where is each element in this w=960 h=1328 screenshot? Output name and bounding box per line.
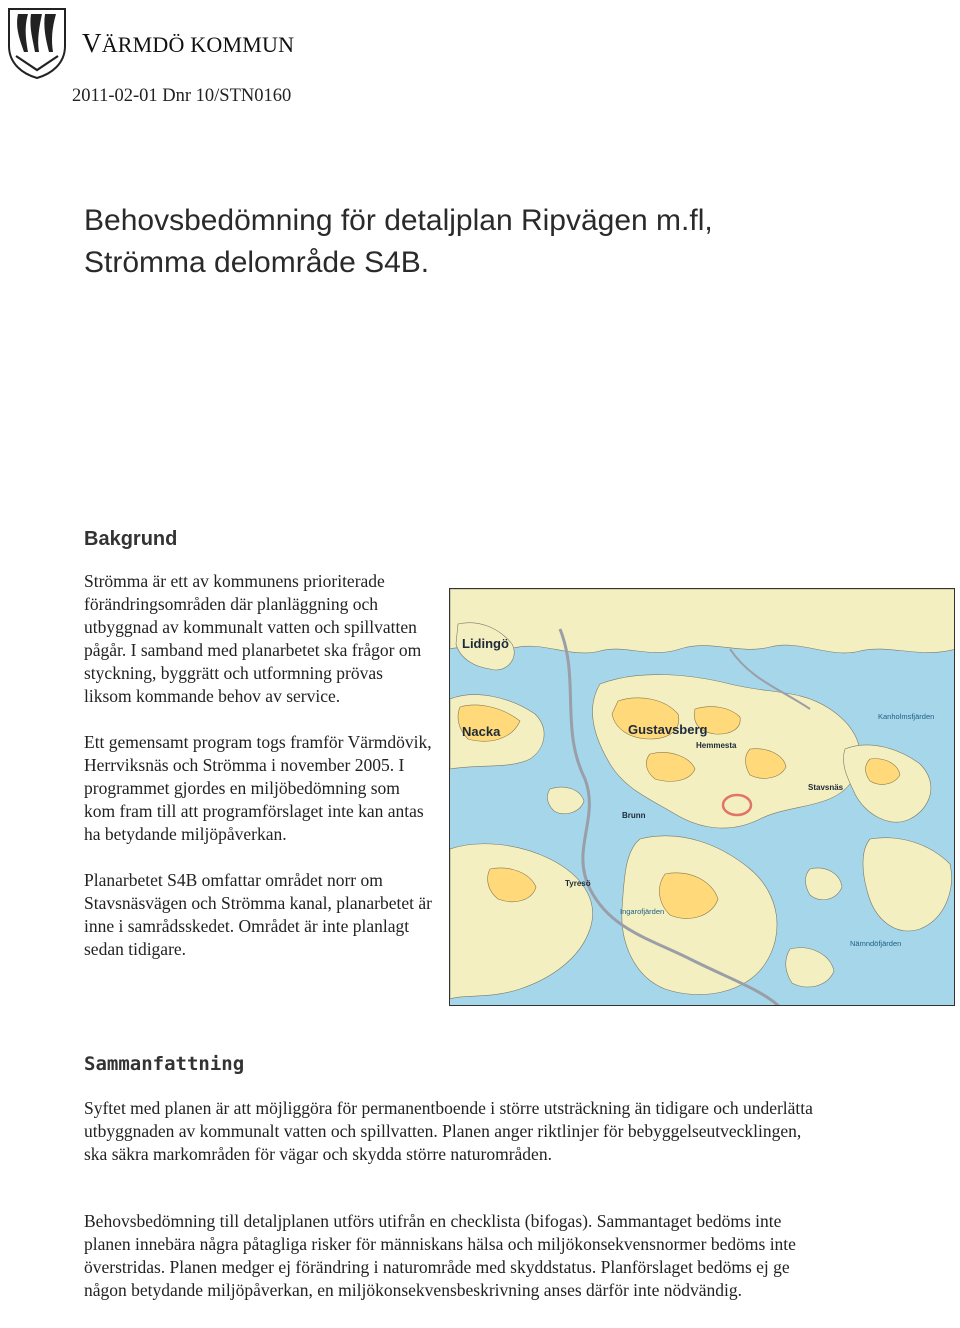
map-label-stavsnas: Stavsnäs	[808, 783, 844, 792]
paragraph: Syftet med planen är att möjliggöra för permanentboende i större utsträckning än tidigare och underlätta utbyggnaden av kommunalt vatten och spillvatten. Planen anger riktlinjer för bebyggelseutvecklingen, ska säkra markområden för vägar och skydda större naturområden.	[84, 1098, 813, 1164]
bakgrund-text	[84, 570, 434, 984]
map-label-ingarofjarden: Ingarofjärden	[620, 907, 665, 916]
map-label-kanholmsfjarden: Kanholmsfjärden	[878, 712, 935, 721]
map-label-lidingo: Lidingö	[462, 636, 509, 651]
paragraph: Planarbetet S4B omfattar området norr om Stavsnäsvägen och Strömma kanal, planarbetet är inne i samrådsskedet. Området är inte planlagt sedan tidigare.	[84, 870, 432, 959]
map-label-gustavsberg: Gustavsberg	[628, 722, 708, 737]
area-map	[449, 588, 955, 1006]
sammanfattning-paragraph-2	[84, 1210, 824, 1302]
organization-name: VÄRMDÖ KOMMUN	[82, 28, 295, 58]
document-reference: 2011-02-01 Dnr 10/STN0160	[72, 86, 292, 106]
map-label-nacka: Nacka	[462, 724, 501, 739]
paragraph: Behovsbedömning till detaljplanen utförs utifrån en checklista (bifogas). Sammantaget bedöms inte planen innebära några påtagliga risker för människans hälsa och miljökonsekvensnormer bedöms inte överstridas. Planen medger ej förändring i naturområde med skyddstatus. Planförslaget bedöms ej ge någon betydande miljöpåverkan, en miljökonsekvensbeskrivning anses därför inte nödvändig.	[84, 1211, 796, 1300]
municipality-logo	[6, 6, 68, 80]
paragraph: Ett gemensamt program togs framför Värmdövik, Herrviksnäs och Strömma i november 2005. I programmet gjordes en miljöbedömning som kom fram till att programförslaget inte kan antas ha betydande miljöpåverkan.	[84, 732, 432, 844]
section-heading-sammanfattning: Sammanfattning	[84, 1053, 245, 1075]
map-label-brunn: Brunn	[622, 811, 646, 820]
document-title: Behovsbedömning för detaljplan Ripvägen m.fl, Strömma delområde S4B.	[84, 204, 713, 279]
sammanfattning-paragraph-1	[84, 1097, 824, 1166]
paragraph: Strömma är ett av kommunens prioriterade förändringsområden där planläggning och utbyggnad av kommunalt vatten och spillvatten pågår. I samband med planarbetet ska frågor om styckning, byggrätt och utformning prövas liksom kommande behov av service.	[84, 571, 422, 706]
map-label-hemmesta: Hemmesta	[696, 741, 737, 750]
section-heading-bakgrund: Bakgrund	[84, 528, 178, 550]
map-label-tyreso: Tyresö	[565, 879, 591, 888]
map-label-namndofjarden: Nämndöfjärden	[850, 939, 902, 948]
